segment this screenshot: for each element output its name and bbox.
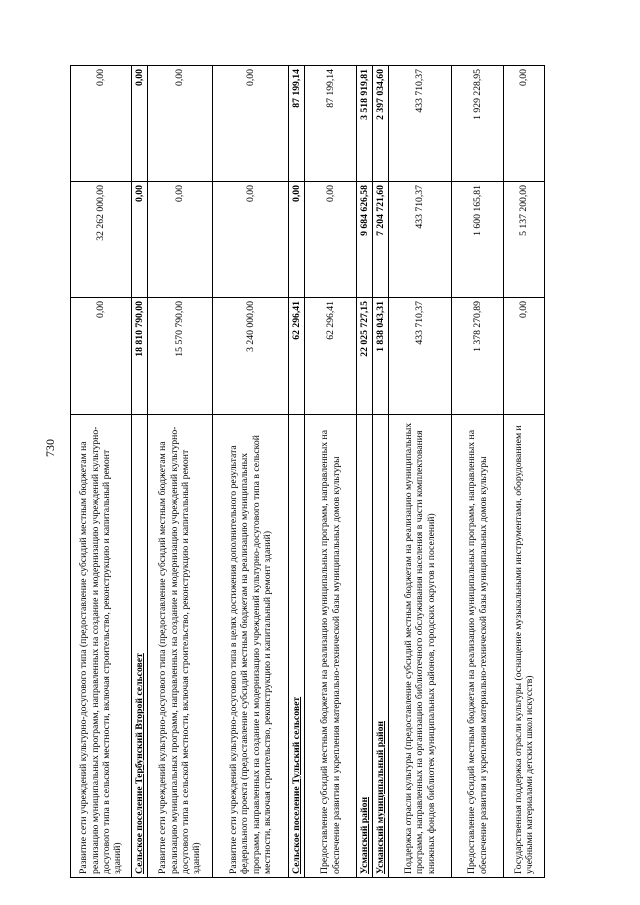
amount-year-2: 9 684 626,58 xyxy=(357,182,373,298)
amount-year-2: 0,00 xyxy=(213,182,289,298)
table-row-subtotal xyxy=(373,66,389,878)
row-description: Предоставление субсидий местным бюджетам на реализацию муниципальных программ, направленных на обеспечение развития и укрепления материально-технической базы муниципальных домов культуры xyxy=(452,415,504,878)
rotated-page xyxy=(70,66,580,878)
amount-year-1: 0,00 xyxy=(504,298,545,415)
amount-year-2: 0,00 xyxy=(148,182,213,298)
row-description: Сельское поселение Тербунский Второй сельсовет xyxy=(132,415,148,878)
amount-year-2: 5 137 200,00 xyxy=(504,182,545,298)
table-row xyxy=(452,66,504,878)
table-row xyxy=(213,66,289,878)
amount-year-3: 0,00 xyxy=(213,66,289,182)
amount-year-3: 0,00 xyxy=(132,66,148,182)
row-description: Усманский район xyxy=(357,415,373,878)
amount-year-1: 433 710,37 xyxy=(389,298,452,415)
amount-year-1: 3 240 000,00 xyxy=(213,298,289,415)
row-description: Сельское поселение Тульский сельсовет xyxy=(289,415,305,878)
amount-year-3: 0,00 xyxy=(71,66,132,182)
amount-year-2: 0,00 xyxy=(289,182,305,298)
page-number: 730 xyxy=(43,439,57,457)
amount-year-3: 2 397 034,60 xyxy=(373,66,389,182)
amount-year-2: 433 710,37 xyxy=(389,182,452,298)
table-row-total xyxy=(357,66,373,878)
row-description: Развитие сети учреждений культурно-досугового типа (предоставление субсидий местным бюджетам на реализацию муниципальных программ, направленных на создание и модернизацию учреждений культурно-досугового типа в сельской местности, включая строительство, реконструкцию и капитальный ремонт зданий) xyxy=(148,415,213,878)
amount-year-2: 32 262 000,00 xyxy=(71,182,132,298)
row-description: Поддержка отрасли культуры (предоставление субсидий местным бюджетам на реализацию муниципальных программ, направленных на организацию библиотечного обслуживания населения в части комплектования книжных фондов библиотек муниципальных районов, городских округов и поселений) xyxy=(389,415,452,878)
amount-year-3: 0,00 xyxy=(504,66,545,182)
amount-year-2: 7 204 721,60 xyxy=(373,182,389,298)
amount-year-2: 0,00 xyxy=(132,182,148,298)
amount-year-3: 0,00 xyxy=(148,66,213,182)
table-row-subtotal xyxy=(289,66,305,878)
amount-year-1: 0,00 xyxy=(71,298,132,415)
amount-year-3: 3 518 919,81 xyxy=(357,66,373,182)
budget-table xyxy=(70,65,545,878)
rotated-content xyxy=(70,66,580,878)
row-description: Предоставление субсидий местным бюджетам на реализацию муниципальных программ, направленных на обеспечение развития и укрепления материально-технической базы муниципальных домов культуры xyxy=(305,415,357,878)
amount-year-1: 1 838 043,31 xyxy=(373,298,389,415)
amount-year-1: 62 296,41 xyxy=(305,298,357,415)
amount-year-1: 15 570 790,00 xyxy=(148,298,213,415)
amount-year-1: 18 810 790,00 xyxy=(132,298,148,415)
amount-year-3: 87 199,14 xyxy=(305,66,357,182)
table-row xyxy=(71,66,132,878)
table-row xyxy=(305,66,357,878)
amount-year-1: 62 296,41 xyxy=(289,298,305,415)
table-row xyxy=(148,66,213,878)
row-description: Государственная поддержка отрасли культуры (оснащение музыкальными инструментами, оборудованием и учебными материалами детских школ искусств) xyxy=(504,415,545,878)
amount-year-3: 433 710,37 xyxy=(389,66,452,182)
amount-year-2: 0,00 xyxy=(305,182,357,298)
amount-year-3: 1 929 228,95 xyxy=(452,66,504,182)
amount-year-1: 1 378 270,89 xyxy=(452,298,504,415)
table-row-subtotal xyxy=(132,66,148,878)
amount-year-1: 22 025 727,15 xyxy=(357,298,373,415)
amount-year-2: 1 600 165,81 xyxy=(452,182,504,298)
amount-year-3: 87 199,14 xyxy=(289,66,305,182)
row-description: Развитие сети учреждений культурно-досугового типа (предоставление субсидий местным бюджетам на реализацию муниципальных программ, направленных на создание и модернизацию учреждений культурно-досугового типа в сельской местности, включая строительство, реконструкцию и капитальный ремонт зданий) xyxy=(71,415,132,878)
table-row xyxy=(504,66,545,878)
row-description: Усманский муниципальный район xyxy=(373,415,389,878)
row-description: Развитие сети учреждений культурно-досугового типа в целях достижения дополнительного результата федерального проекта (предоставление субсидий местным бюджетам на реализацию муниципальных программ, направленных на создание и модернизацию учреждений культурно-досугового типа в сельской местности, включая строительство, реконструкцию и капитальный ремонт зданий) xyxy=(213,415,289,878)
table-row xyxy=(389,66,452,878)
